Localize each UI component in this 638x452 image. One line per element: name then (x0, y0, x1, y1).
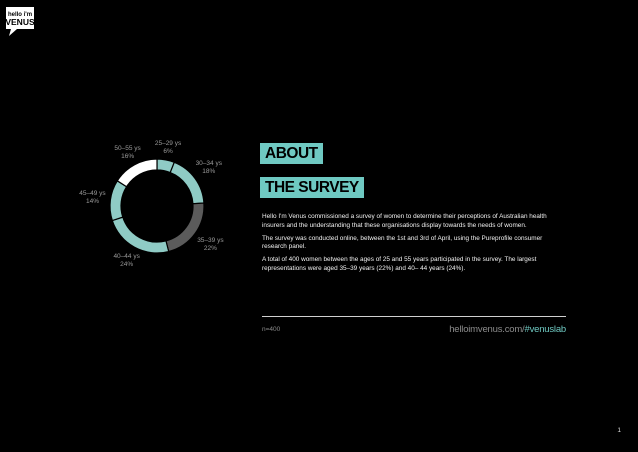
paragraph-3: A total of 400 women between the ages of 25 and 55 years participated in the survey. The largest representations were aged 35–39 years (22%) and 40– 44 years (24%). (262, 256, 537, 272)
survey-description (262, 213, 557, 278)
slice-value-1: 6% (163, 148, 173, 156)
slice-value-3: 22% (203, 244, 217, 252)
slice-value-6: 16% (121, 152, 135, 160)
website-url: helloimvenus.com/ (449, 324, 525, 335)
donut-slice-5 (110, 181, 127, 221)
slice-category-4: 40–44 ys (113, 253, 140, 261)
slice-label-3 (197, 237, 223, 253)
slice-label-4 (113, 253, 139, 269)
brand-logo (3, 4, 37, 38)
slice-label-2 (196, 160, 222, 176)
slice-label-1 (155, 140, 181, 156)
slice-category-2: 30–34 ys (195, 160, 222, 168)
hashtag: #venuslab (524, 324, 566, 335)
divider (262, 316, 566, 317)
page-number: 1 (617, 427, 621, 434)
slice-category-3: 35–39 ys (197, 236, 224, 244)
slice-label-5 (79, 190, 105, 206)
logo-line-2: VENUS (5, 17, 35, 27)
heading-the-survey: THE SURVEY (260, 177, 364, 198)
slice-value-4: 24% (120, 261, 134, 269)
slice-category-6: 50–55 ys (114, 144, 141, 152)
logo-line-1: hello i'm (7, 12, 33, 18)
slice-value-2: 18% (202, 168, 216, 176)
donut-slice-4 (112, 217, 168, 253)
heading-about: ABOUT (260, 143, 323, 164)
paragraph-2: The survey was conducted online, between the 1st and 3rd of April, using the Pureprofile consumer research panel. (262, 234, 543, 251)
paragraph-1: Hello I'm Venus commissioned a survey of women to determine their perceptions of Australian health insurers and the understanding that these organisations display towards the needs of women. (262, 213, 547, 229)
sample-size: n=400 (262, 326, 281, 333)
slice-category-5: 45–49 ys (79, 189, 106, 197)
age-distribution-chart (60, 135, 260, 275)
slice-category-1: 25–29 ys (154, 140, 182, 148)
slice-label-6 (114, 145, 140, 161)
website-link[interactable] (449, 324, 566, 335)
donut-slice-6 (117, 159, 157, 187)
slice-value-5: 14% (85, 197, 100, 205)
